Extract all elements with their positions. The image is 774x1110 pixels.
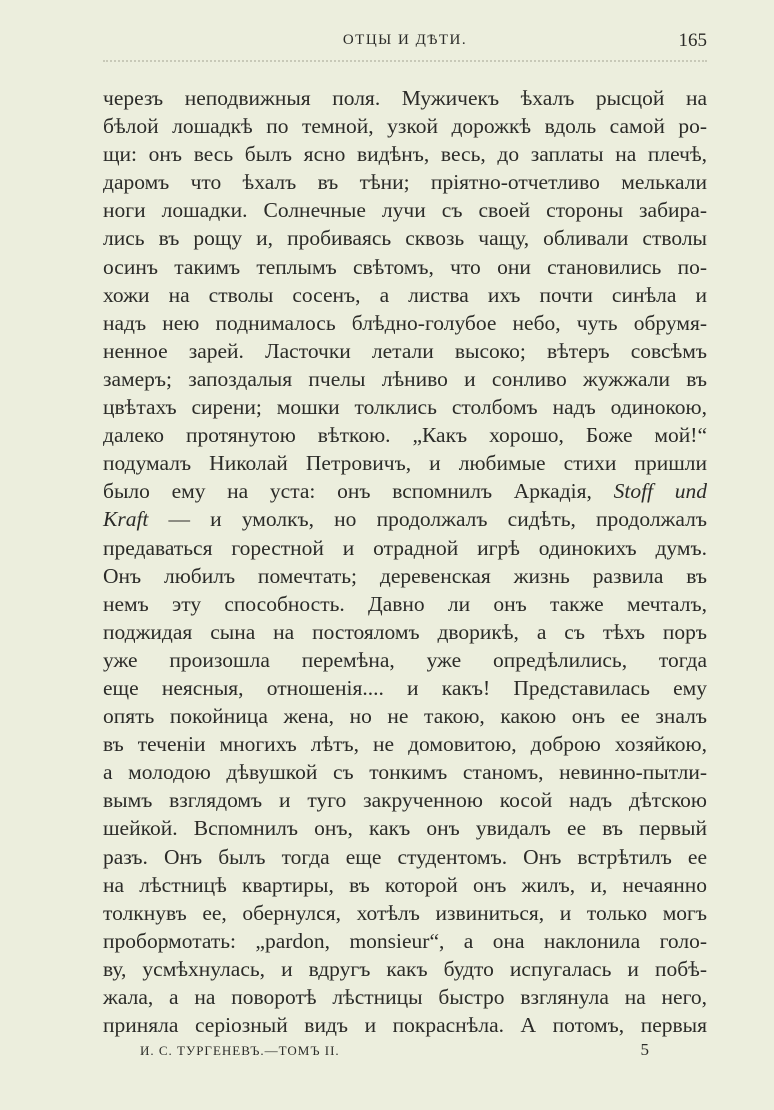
text-line xyxy=(103,337,707,365)
text-line xyxy=(103,871,707,899)
text-segment: уже произошла перемѣна, уже опредѣлились, тогда xyxy=(103,647,707,672)
text-segment: поджидая сына на постояломъ дворикѣ, а съ тѣхъ поръ xyxy=(103,619,707,644)
text-line xyxy=(103,112,707,140)
text-line xyxy=(103,168,707,196)
text-line xyxy=(103,843,707,871)
signature-mark: 5 xyxy=(640,1040,650,1059)
text-segment: надъ нею поднималось блѣдно-голубое небо, чуть обрумя- xyxy=(103,310,707,335)
italic-text: Kraft xyxy=(103,507,149,532)
text-segment: а молодою дѣвушкой съ тонкимъ станомъ, невинно-пытли- xyxy=(103,760,707,785)
text-segment: немъ эту способность. Давно ли онъ также мечталъ, xyxy=(103,591,707,616)
text-line xyxy=(103,702,707,730)
page-number: 165 xyxy=(678,30,707,51)
text-segment: даромъ что ѣхалъ въ тѣни; пріятно-отчетливо мелькали xyxy=(103,170,707,195)
text-segment: подумалъ Николай Петровичъ, и любимые стихи пришли xyxy=(103,451,707,476)
text-segment: лись въ рощу и, пробиваясь сквозь чащу, обливали стволы xyxy=(103,226,707,251)
text-segment: предаваться горестной и отрадной игрѣ одинокихъ думъ. xyxy=(103,535,707,560)
text-segment: щи: онъ весь былъ ясно видѣнъ, весь, до заплаты на плечѣ, xyxy=(103,142,707,167)
text-line xyxy=(103,899,707,927)
text-segment: ноги лошадки. Солнечные лучи съ своей стороны забира- xyxy=(103,198,707,223)
text-line xyxy=(103,674,707,702)
text-line xyxy=(103,224,707,252)
text-segment: въ теченіи многихъ лѣтъ, не домовитою, доброю хозяйкою, xyxy=(103,732,707,757)
page-footer xyxy=(140,1040,650,1059)
body-text xyxy=(103,84,707,1039)
text-segment: бѣлой лошадкѣ по темной, узкой дорожкѣ вдоль самой ро- xyxy=(103,114,707,139)
text-segment: жала, а на поворотѣ лѣстницы быстро взглянула на него, xyxy=(103,985,707,1009)
text-line xyxy=(103,730,707,758)
text-line xyxy=(103,281,707,309)
text-segment: толкнувъ ее, обернулся, хотѣлъ извиниться, и только могъ xyxy=(103,900,707,925)
text-segment: далеко протянутою вѣткою. „Какъ хорошо, Боже мой!“ xyxy=(103,423,707,448)
footer-author-volume: И. С. ТУРГЕНЕВЪ.—ТОМЪ II. xyxy=(140,1043,340,1058)
text-line xyxy=(103,505,707,533)
text-line xyxy=(103,309,707,337)
text-segment: черезъ неподвижныя поля. Мужичекъ ѣхалъ рысцой на xyxy=(103,86,707,110)
text-line xyxy=(103,562,707,590)
text-segment: хожи на стволы сосенъ, а листва ихъ почти синѣла и xyxy=(103,282,707,307)
text-segment: еще неясныя, отношенія.... и какъ! Представилась ему xyxy=(103,675,707,700)
text-line xyxy=(103,534,707,562)
text-line xyxy=(103,955,707,983)
text-line xyxy=(103,1011,707,1039)
text-segment: цвѣтахъ сирени; мошки толклись столбомъ надъ одинокою, xyxy=(103,395,707,420)
text-segment: приняла серіозный видъ и покраснѣла. А потомъ, первыя xyxy=(103,1013,707,1038)
text-segment: ву, усмѣхнулась, и вдругъ какъ будто испугалась и побѣ- xyxy=(103,956,707,981)
text-segment: Онъ любилъ помечтать; деревенская жизнь развила въ xyxy=(103,563,707,588)
text-line xyxy=(103,421,707,449)
text-segment: — и умолкъ, но продолжалъ сидѣть, продолжалъ xyxy=(148,507,707,532)
text-segment: разъ. Онъ былъ тогда еще студентомъ. Онъ встрѣтилъ ее xyxy=(103,844,707,869)
text-line xyxy=(103,786,707,814)
text-line xyxy=(103,646,707,674)
text-segment: было ему на уста: онъ вспомнилъ Аркадія, xyxy=(103,479,614,504)
text-line xyxy=(103,140,707,168)
italic-text: Stoff und xyxy=(613,479,707,504)
text-line xyxy=(103,253,707,281)
text-line xyxy=(103,84,707,112)
text-segment: ненное зарей. Ласточки летали высоко; вѣтеръ совсѣмъ xyxy=(103,338,707,363)
text-line xyxy=(103,618,707,646)
text-segment: опять покойница жена, но не такою, какою онъ ее зналъ xyxy=(103,704,707,729)
page-header xyxy=(103,30,707,54)
text-segment: осинъ такимъ теплымъ свѣтомъ, что они становились по- xyxy=(103,254,707,279)
text-segment: шейкой. Вспомнилъ онъ, какъ онъ увидалъ ее въ первый xyxy=(103,816,707,841)
text-line xyxy=(103,196,707,224)
text-line xyxy=(103,590,707,618)
text-segment: вымъ взглядомъ и туго закрученною косой надъ дѣтскою xyxy=(103,788,707,813)
text-line xyxy=(103,393,707,421)
text-segment: пробормотать: „pardon, monsieur“, а она наклонила голо- xyxy=(103,928,707,953)
text-line xyxy=(103,927,707,955)
text-line xyxy=(103,365,707,393)
text-line xyxy=(103,814,707,842)
text-segment: замеръ; запоздалыя пчелы лѣниво и сонливо жужжали въ xyxy=(103,366,707,391)
text-line xyxy=(103,758,707,786)
text-line xyxy=(103,983,707,1011)
header-rule xyxy=(103,60,707,62)
text-segment: на лѣстницѣ квартиры, въ которой онъ жилъ, и, нечаянно xyxy=(103,872,707,897)
text-line xyxy=(103,449,707,477)
running-title: ОТЦЫ И ДѢТИ. xyxy=(342,32,468,48)
text-line xyxy=(103,477,707,505)
